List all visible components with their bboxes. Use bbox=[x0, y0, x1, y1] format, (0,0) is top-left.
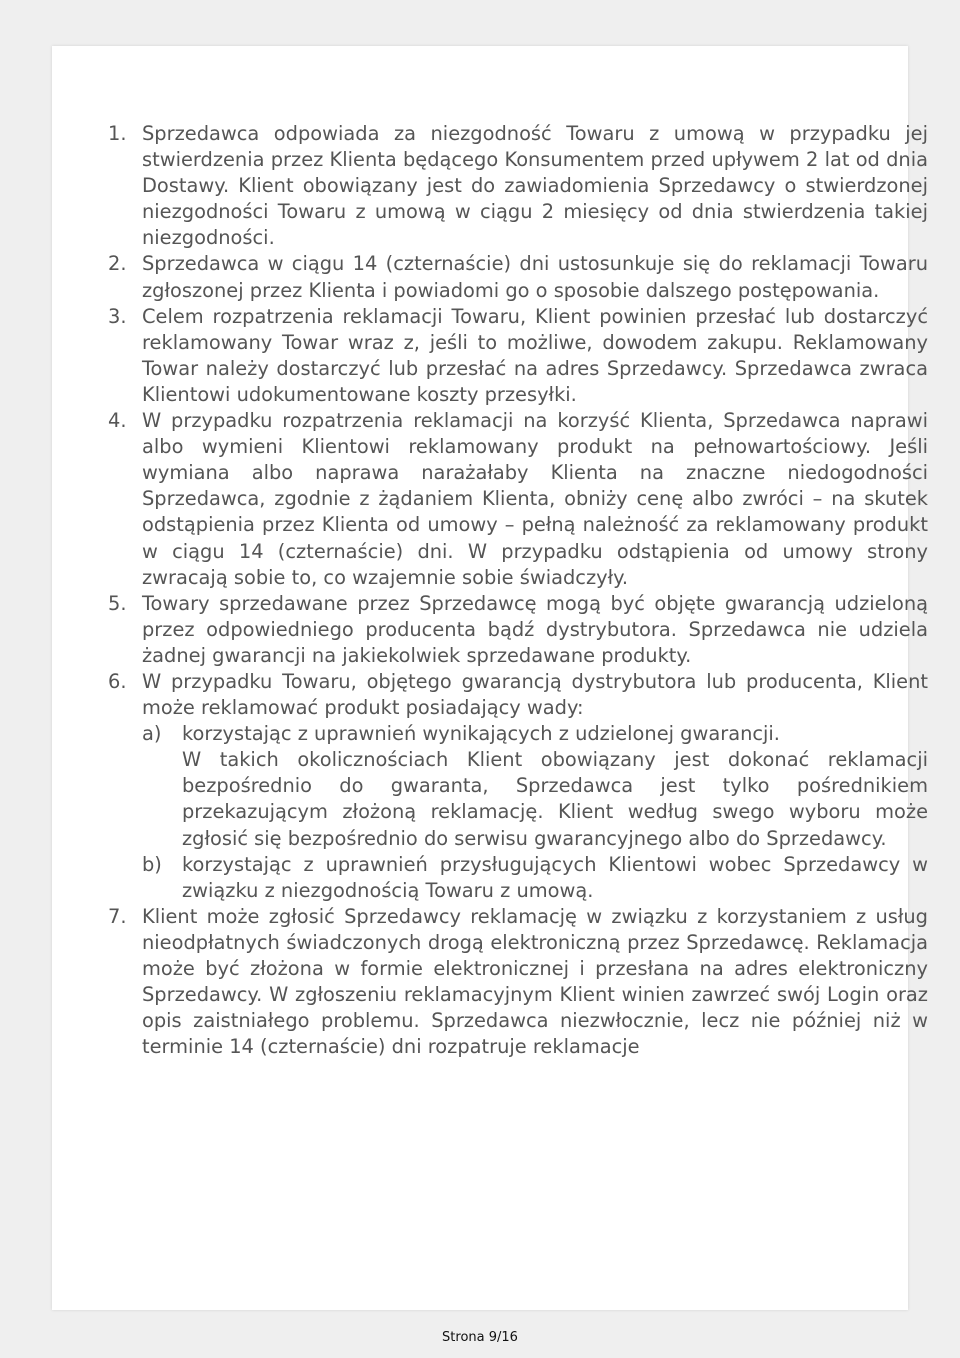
item-text: Celem rozpatrzenia reklamacji Towaru, Klient powinien przesłać lub dostarczyć reklamowany Towar wraz z, jeśli to możliwe, dowodem zakupu. Reklamowany Towar należy dostarczyć lub przesłać na adres Sprzedawcy. Sprzedawca zwraca Klientowi udokumentowane koszty przesyłki. bbox=[142, 304, 928, 406]
item-number: 2. bbox=[108, 252, 127, 276]
item-number: 6. bbox=[108, 669, 127, 693]
sub-item-a bbox=[142, 721, 928, 851]
sub-item-text: korzystając z uprawnień przysługujących Klientowi wobec Sprzedawcy w związku z niezgodnością Towaru z umową. bbox=[182, 852, 928, 902]
item-text: Towary sprzedawane przez Sprzedawcę mogą być objęte gwarancją udzieloną przez odpowiedniego producenta bądź dystrybutora. Sprzedawca nie udziela żadnej gwarancji na jakiekolwiek sprzedawane produkty. bbox=[142, 591, 928, 667]
item-number: 3. bbox=[108, 304, 127, 328]
sub-item-letter: b) bbox=[142, 852, 162, 876]
list-item bbox=[104, 591, 928, 669]
item-text: Sprzedawca odpowiada za niezgodność Towaru z umową w przypadku jej stwierdzenia przez Klienta będącego Konsumentem przed upływem 2 lat od dnia Dostawy. Klient obowiązany jest do zawiadomienia Sprzedawcy o stwierdzonej niezgodności Towaru z umową w ciągu 2 miesięcy od dnia stwierdzenia takiej niezgodności. bbox=[142, 122, 928, 250]
item-body bbox=[142, 669, 928, 904]
sub-item-body bbox=[182, 721, 928, 851]
item-number: 5. bbox=[108, 591, 127, 615]
sub-item-text: W takich okolicznościach Klient obowiązany jest dokonać reklamacji bezpośrednio do gwaranta, Sprzedawca jest tylko pośrednikiem przekazującym złożoną reklamację. Klient według swego wyboru może zgłosić się bezpośrednio do serwisu gwarancyjnego albo do Sprzedawcy. bbox=[182, 748, 928, 850]
list-item bbox=[104, 408, 928, 591]
sub-item-text: korzystając z uprawnień wynikających z udzielonej gwarancji. bbox=[182, 722, 780, 746]
list-item bbox=[104, 251, 928, 303]
item-number: 4. bbox=[108, 409, 127, 433]
list-item bbox=[104, 669, 928, 904]
item-text: W przypadku Towaru, objętego gwarancją dystrybutora lub producenta, Klient może reklamować produkt posiadający wady: bbox=[142, 669, 928, 720]
list-item bbox=[104, 121, 928, 251]
sub-item-letter: a) bbox=[142, 722, 162, 746]
item-number: 1. bbox=[108, 122, 127, 145]
page-number: Strona 9/16 bbox=[442, 1330, 518, 1345]
item-text: Klient może zgłosić Sprzedawcy reklamację w związku z korzystaniem z usług nieodpłatnych świadczonych drogą elektroniczną przez Sprzedawcę. Reklamacja może być złożona w formie elektronicznej i przesłana na adres elektroniczny Sprzedawcy. W zgłoszeniu reklamacyjnym Klient winien zawrzeć swój Login oraz opis zaistniałego problemu. Sprzedawca niezwłocznie, lecz nie później niż w terminie 14 (czternaście) dni rozpatruje reklamacje bbox=[142, 904, 928, 1059]
list-item bbox=[104, 304, 928, 408]
document-content bbox=[104, 121, 928, 1060]
list-item bbox=[104, 904, 928, 1061]
sub-item-b bbox=[142, 852, 928, 904]
item-text: W przypadku rozpatrzenia reklamacji na korzyść Klienta, Sprzedawca naprawi albo wymieni Klientowi reklamowany produkt na pełnowartościowy. Jeśli wymiana albo naprawa narażałaby Klienta na znaczne niedogodności Sprzedawca, zgodnie z żądaniem Klienta, obniży cenę albo zwróci – na skutek odstąpienia przez Klienta od umowy – pełną należność za reklamowany produkt w ciągu 14 (czternaście) dni. W przypadku odstąpienia od umowy strony zwracają sobie to, co wzajemnie sobie świadczyły. bbox=[142, 409, 928, 589]
document-page bbox=[52, 46, 928, 1310]
item-text: Sprzedawca w ciągu 14 (czternaście) dni ustosunkuje się do reklamacji Towaru zgłoszonej przez Klienta i powiadomi go o sposobie dalszego postępowania. bbox=[142, 252, 928, 302]
item-number: 7. bbox=[108, 904, 127, 928]
